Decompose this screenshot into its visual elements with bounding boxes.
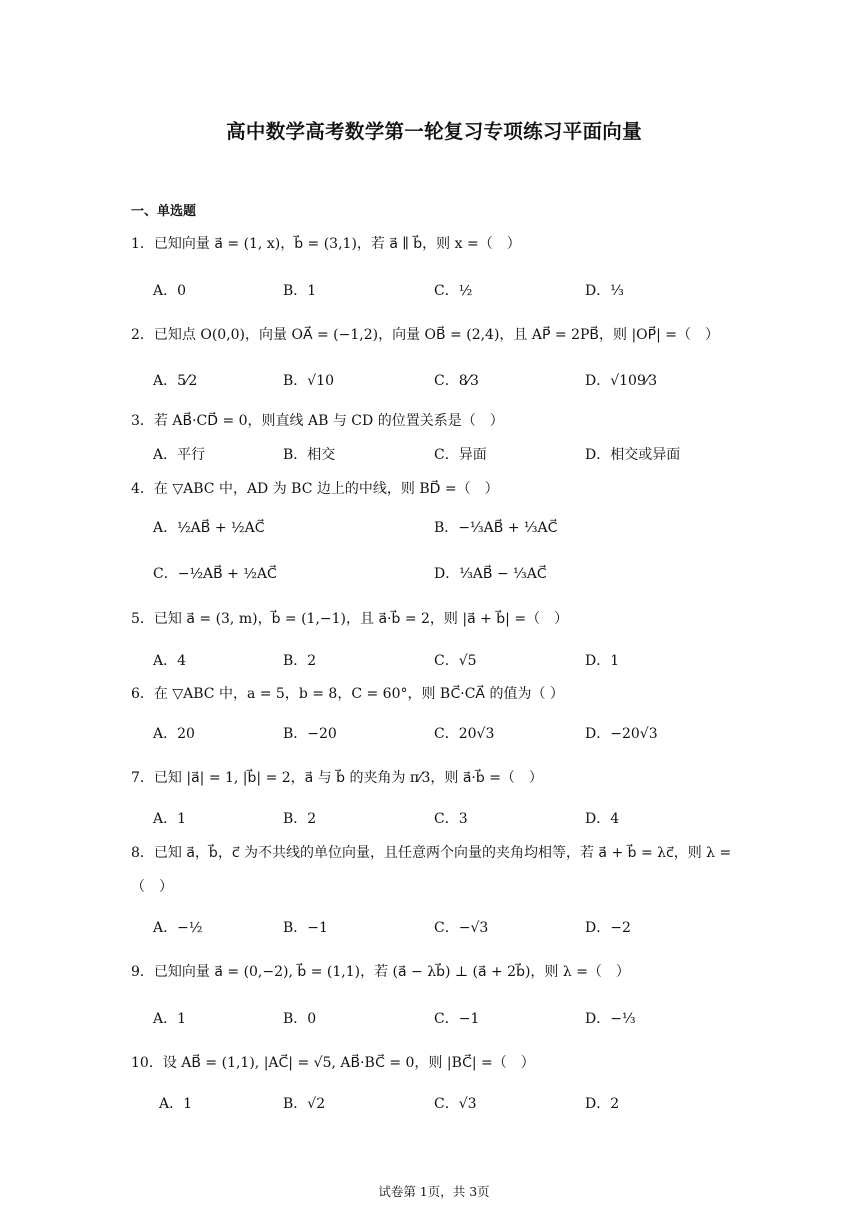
question-6-option-a: A．20 [153, 726, 195, 742]
section-heading: 一、单选题 [131, 204, 197, 219]
question-6-option-b: B．−20 [283, 726, 337, 742]
question-1-stem: 1．已知向量 a⃗ = (1, x)，b⃗ = (3,1)，若 a⃗ ∥ b⃗，则 x =（ ） [131, 236, 521, 252]
question-9-option-c: C．−1 [434, 1011, 480, 1027]
question-10-stem: 10．设 AB⃗ = (1,1), |AC⃗| = √5, AB⃗·BC⃗ = 0，则 |BC⃗| =（ ） [131, 1055, 535, 1071]
question-10-option-d: D．2 [585, 1096, 620, 1112]
question-7-stem: 7．已知 |a⃗| = 1, |b⃗| = 2，a⃗ 与 b⃗ 的夹角为 π⁄3，则 a⃗·b⃗ =（ ） [131, 770, 543, 786]
question-8-option-b: B．−1 [283, 920, 328, 936]
question-8-stem-continued: （ ） [131, 879, 173, 895]
question-4-option-b: B．−⅓AB⃗ + ⅓AC⃗ [434, 520, 558, 536]
question-9-stem: 9．已知向量 a⃗ = (0,−2), b⃗ = (1,1)，若 (a⃗ − λb⃗) ⊥ (a⃗ + 2b⃗)，则 λ =（ ） [131, 964, 630, 980]
question-6-option-d: D．−20√3 [585, 726, 658, 742]
question-3-option-d: D．相交或异面 [585, 447, 681, 463]
question-7-option-c: C．3 [434, 811, 468, 827]
question-9-option-a: A．1 [153, 1011, 187, 1027]
question-9-option-b: B．0 [283, 1011, 317, 1027]
question-2-option-c: C．8⁄3 [434, 373, 479, 389]
page-footer: 试卷第 1页，共 3页 [378, 1184, 490, 1199]
question-5-option-c: C．√5 [434, 653, 477, 669]
question-2-option-d: D．√109⁄3 [585, 373, 658, 389]
question-1-option-c: C．½ [434, 283, 473, 299]
question-8-option-a: A．−½ [153, 920, 203, 936]
question-2-option-a: A．5⁄2 [153, 373, 198, 389]
question-5-option-a: A．4 [153, 653, 187, 669]
question-1-option-b: B．1 [283, 283, 317, 299]
question-4-option-a: A．½AB⃗ + ½AC⃗ [153, 520, 265, 536]
page-title: 高中数学高考数学第一轮复习专项练习平面向量 [226, 120, 642, 143]
question-9-option-d: D．−⅓ [585, 1011, 636, 1027]
question-4-option-d: D．⅓AB⃗ − ⅓AC⃗ [434, 566, 547, 582]
question-3-stem: 3．若 AB⃗·CD⃗ = 0，则直线 AB 与 CD 的位置关系是（ ） [131, 413, 504, 429]
question-1-option-a: A．0 [153, 283, 187, 299]
question-4-option-c: C．−½AB⃗ + ½AC⃗ [153, 566, 277, 582]
question-5-option-b: B．2 [283, 653, 317, 669]
question-4-stem: 4．在 ▽ABC 中，AD 为 BC 边上的中线，则 BD⃗ =（ ） [131, 481, 499, 497]
question-2-stem: 2．已知点 O(0,0)，向量 OA⃗ = (−1,2)，向量 OB⃗ = (2,4)，且 AP⃗ = 2PB⃗，则 |OP⃗| =（ ） [131, 327, 719, 343]
question-6-stem: 6．在 ▽ABC 中，a = 5，b = 8，C = 60°，则 BC⃗·CA⃗ 的值为（ ） [131, 686, 564, 702]
question-2-option-b: B．√10 [283, 373, 335, 389]
question-10-option-b: B．√2 [283, 1096, 326, 1112]
question-1-option-d: D．⅓ [585, 283, 624, 299]
question-7-option-b: B．2 [283, 811, 317, 827]
question-8-stem: 8．已知 a⃗，b⃗，c⃗ 为不共线的单位向量，且任意两个向量的夹角均相等，若 a⃗ + b⃗ = λc⃗，则 λ = [131, 845, 732, 861]
question-7-option-a: A．1 [153, 811, 187, 827]
question-3-option-b: B．相交 [283, 447, 336, 463]
question-6-option-c: C．20√3 [434, 726, 495, 742]
question-8-option-c: C．−√3 [434, 920, 489, 936]
question-3-option-c: C．异面 [434, 447, 487, 463]
question-7-option-d: D．4 [585, 811, 620, 827]
question-10-option-c: C．√3 [434, 1096, 477, 1112]
question-3-option-a: A．平行 [153, 447, 206, 463]
question-10-option-a: A．1 [159, 1096, 193, 1112]
question-8-option-d: D．−2 [585, 920, 631, 936]
question-5-stem: 5．已知 a⃗ = (3, m)，b⃗ = (1,−1)，且 a⃗·b⃗ = 2，则 |a⃗ + b⃗| =（ ） [131, 611, 569, 627]
question-5-option-d: D．1 [585, 653, 620, 669]
